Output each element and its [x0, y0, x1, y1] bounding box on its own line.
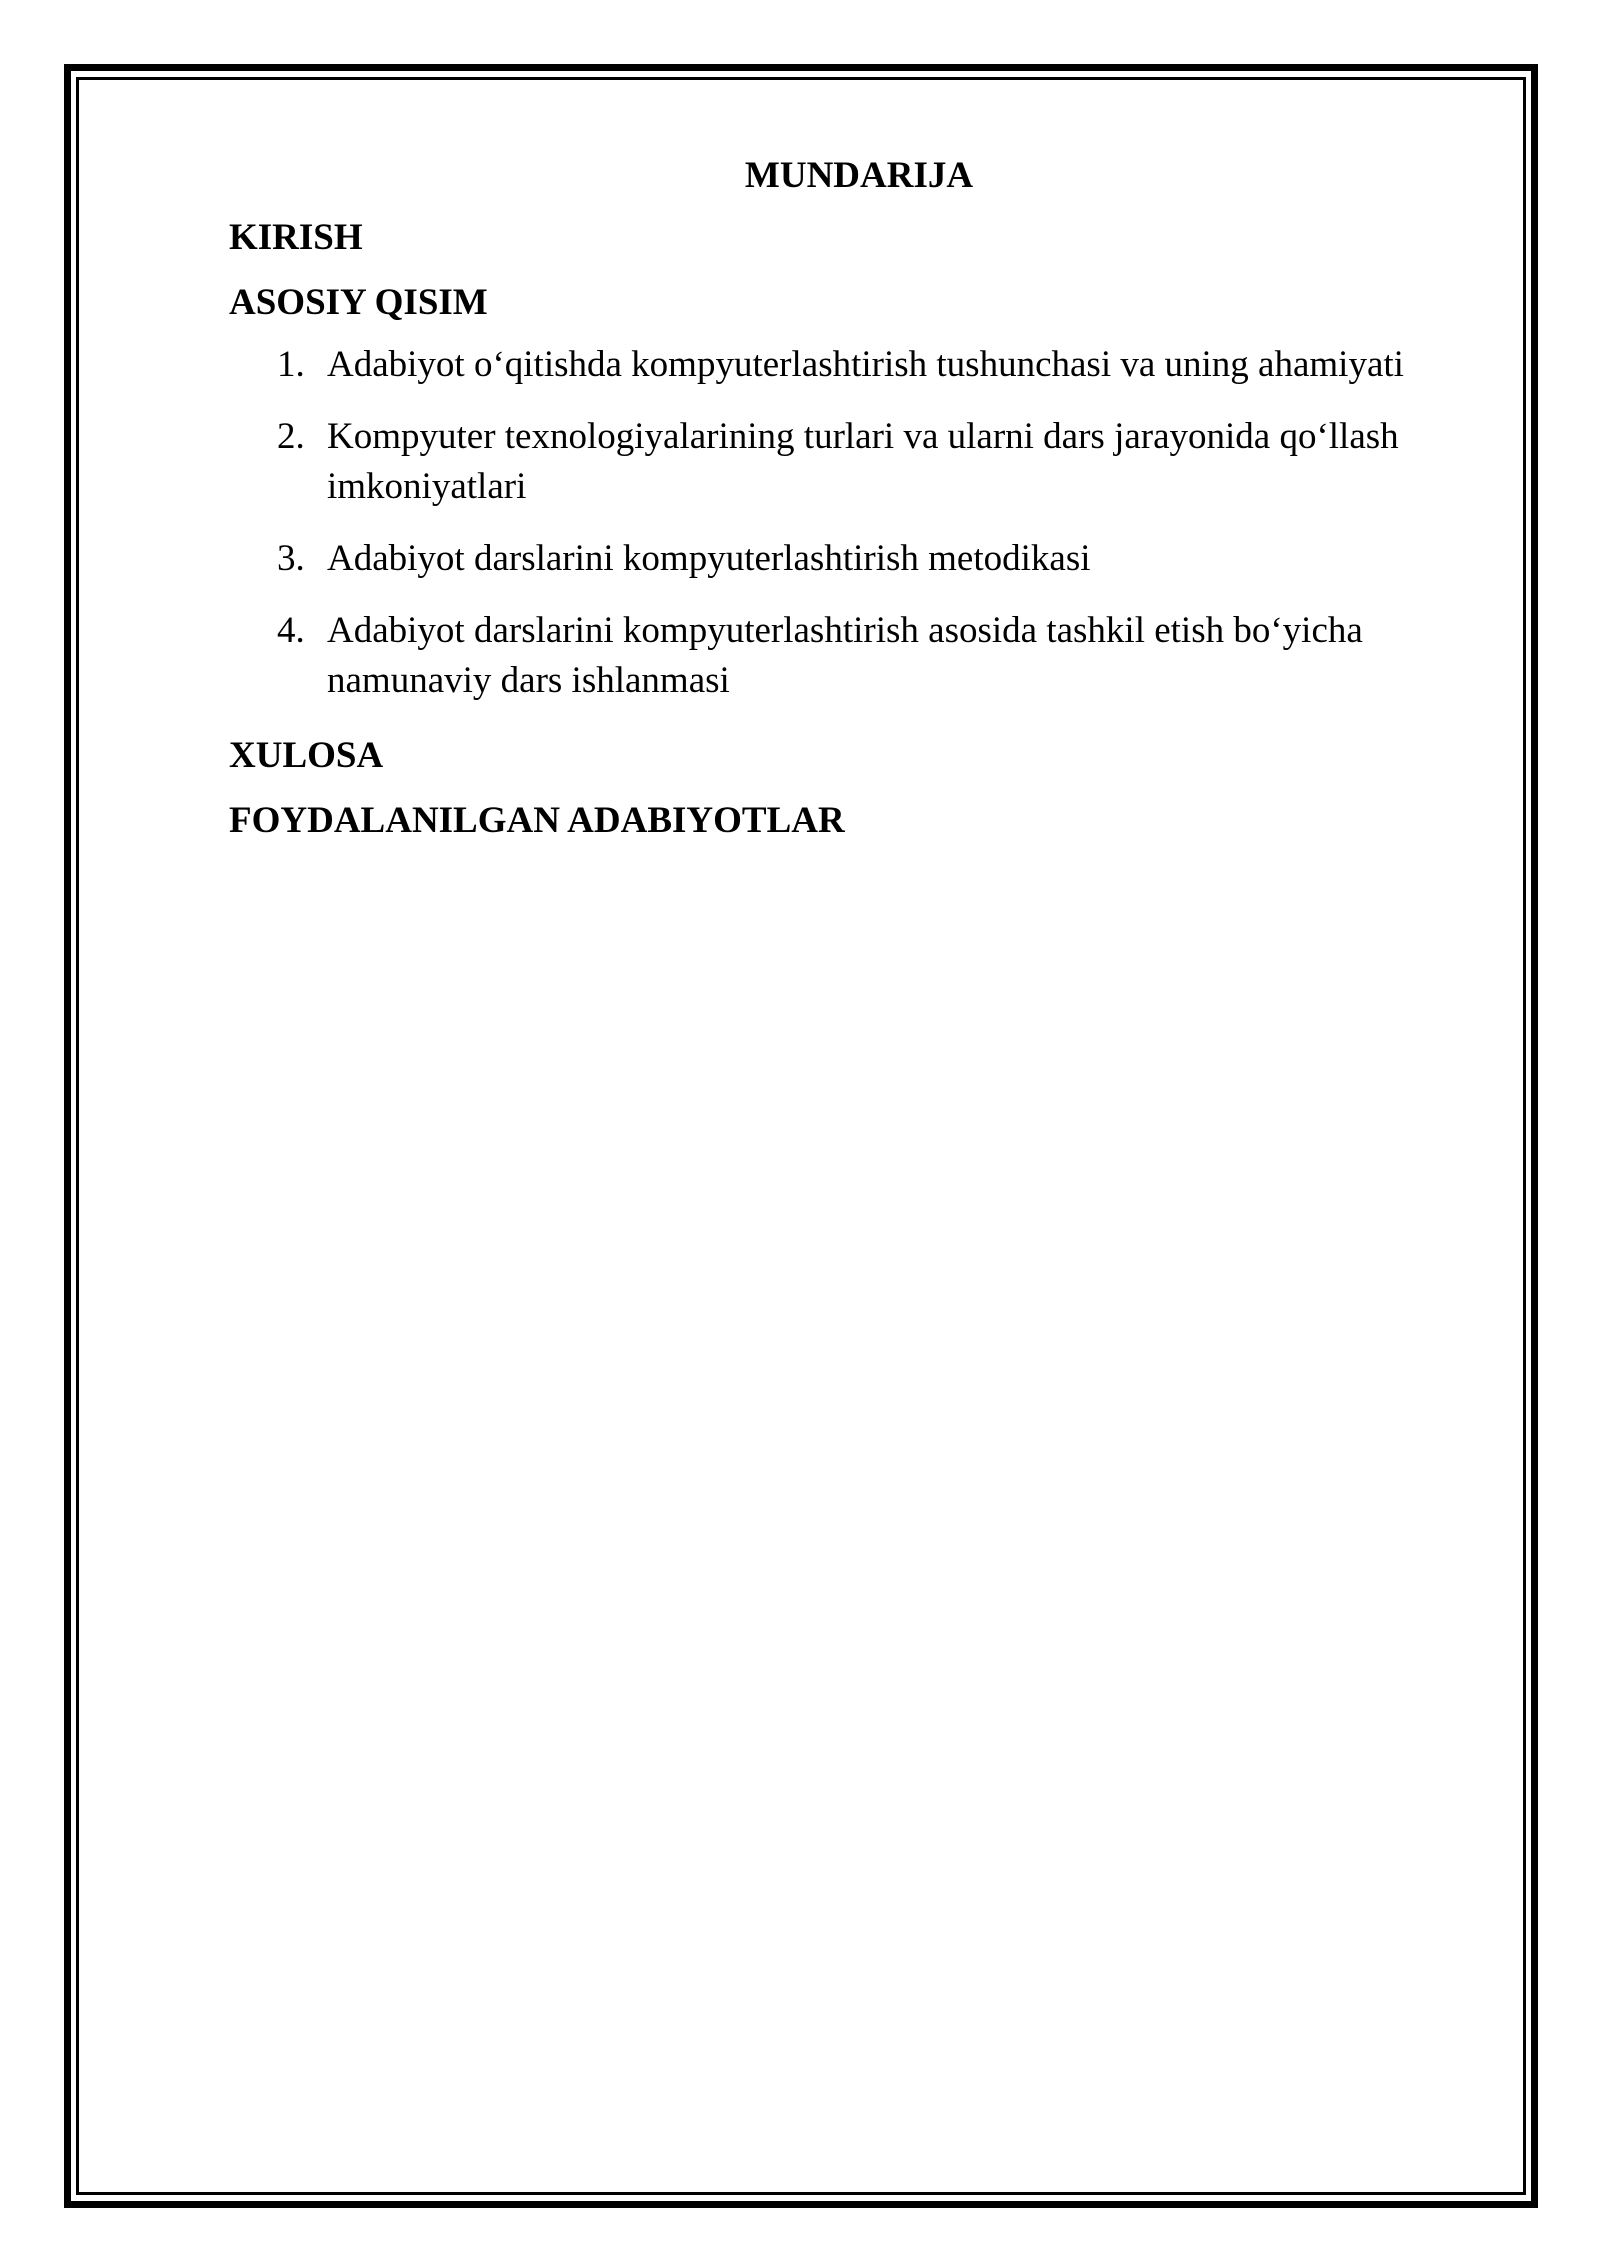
section-references: FOYDALANILGAN ADABIYOTLAR [229, 800, 845, 841]
list-item-text: Adabiyot darslarini kompyuterlashtirish metodikasi [327, 538, 1091, 579]
list-item-number: 1. [277, 344, 305, 385]
list-item [229, 412, 1439, 512]
list-item [229, 340, 1439, 390]
list-item-text: Adabiyot o‘qitishda kompyuterlashtirish tushunchasi va uning ahamiyati [327, 344, 1404, 385]
list-item-text: Adabiyot darslarini kompyuterlashtirish asosida tashkil etish bo‘yicha namunaviy dars ishlanmasi [327, 610, 1363, 701]
list-item [229, 606, 1439, 706]
list-item-number: 2. [277, 416, 305, 457]
section-intro: KIRISH [229, 217, 363, 258]
list-item-number: 3. [277, 538, 305, 579]
section-conclusion: XULOSA [229, 735, 384, 776]
list-item-number: 4. [277, 610, 305, 651]
list-item-text: Kompyuter texnologiyalarining turlari va ularni dars jarayonida qo‘llash imkoniyatlari [327, 416, 1399, 507]
main-items-list [229, 340, 1439, 706]
table-of-contents [229, 148, 1439, 858]
toc-title: MUNDARIJA [744, 155, 974, 196]
list-item [229, 534, 1439, 584]
section-main: ASOSIY QISIM [229, 282, 488, 323]
